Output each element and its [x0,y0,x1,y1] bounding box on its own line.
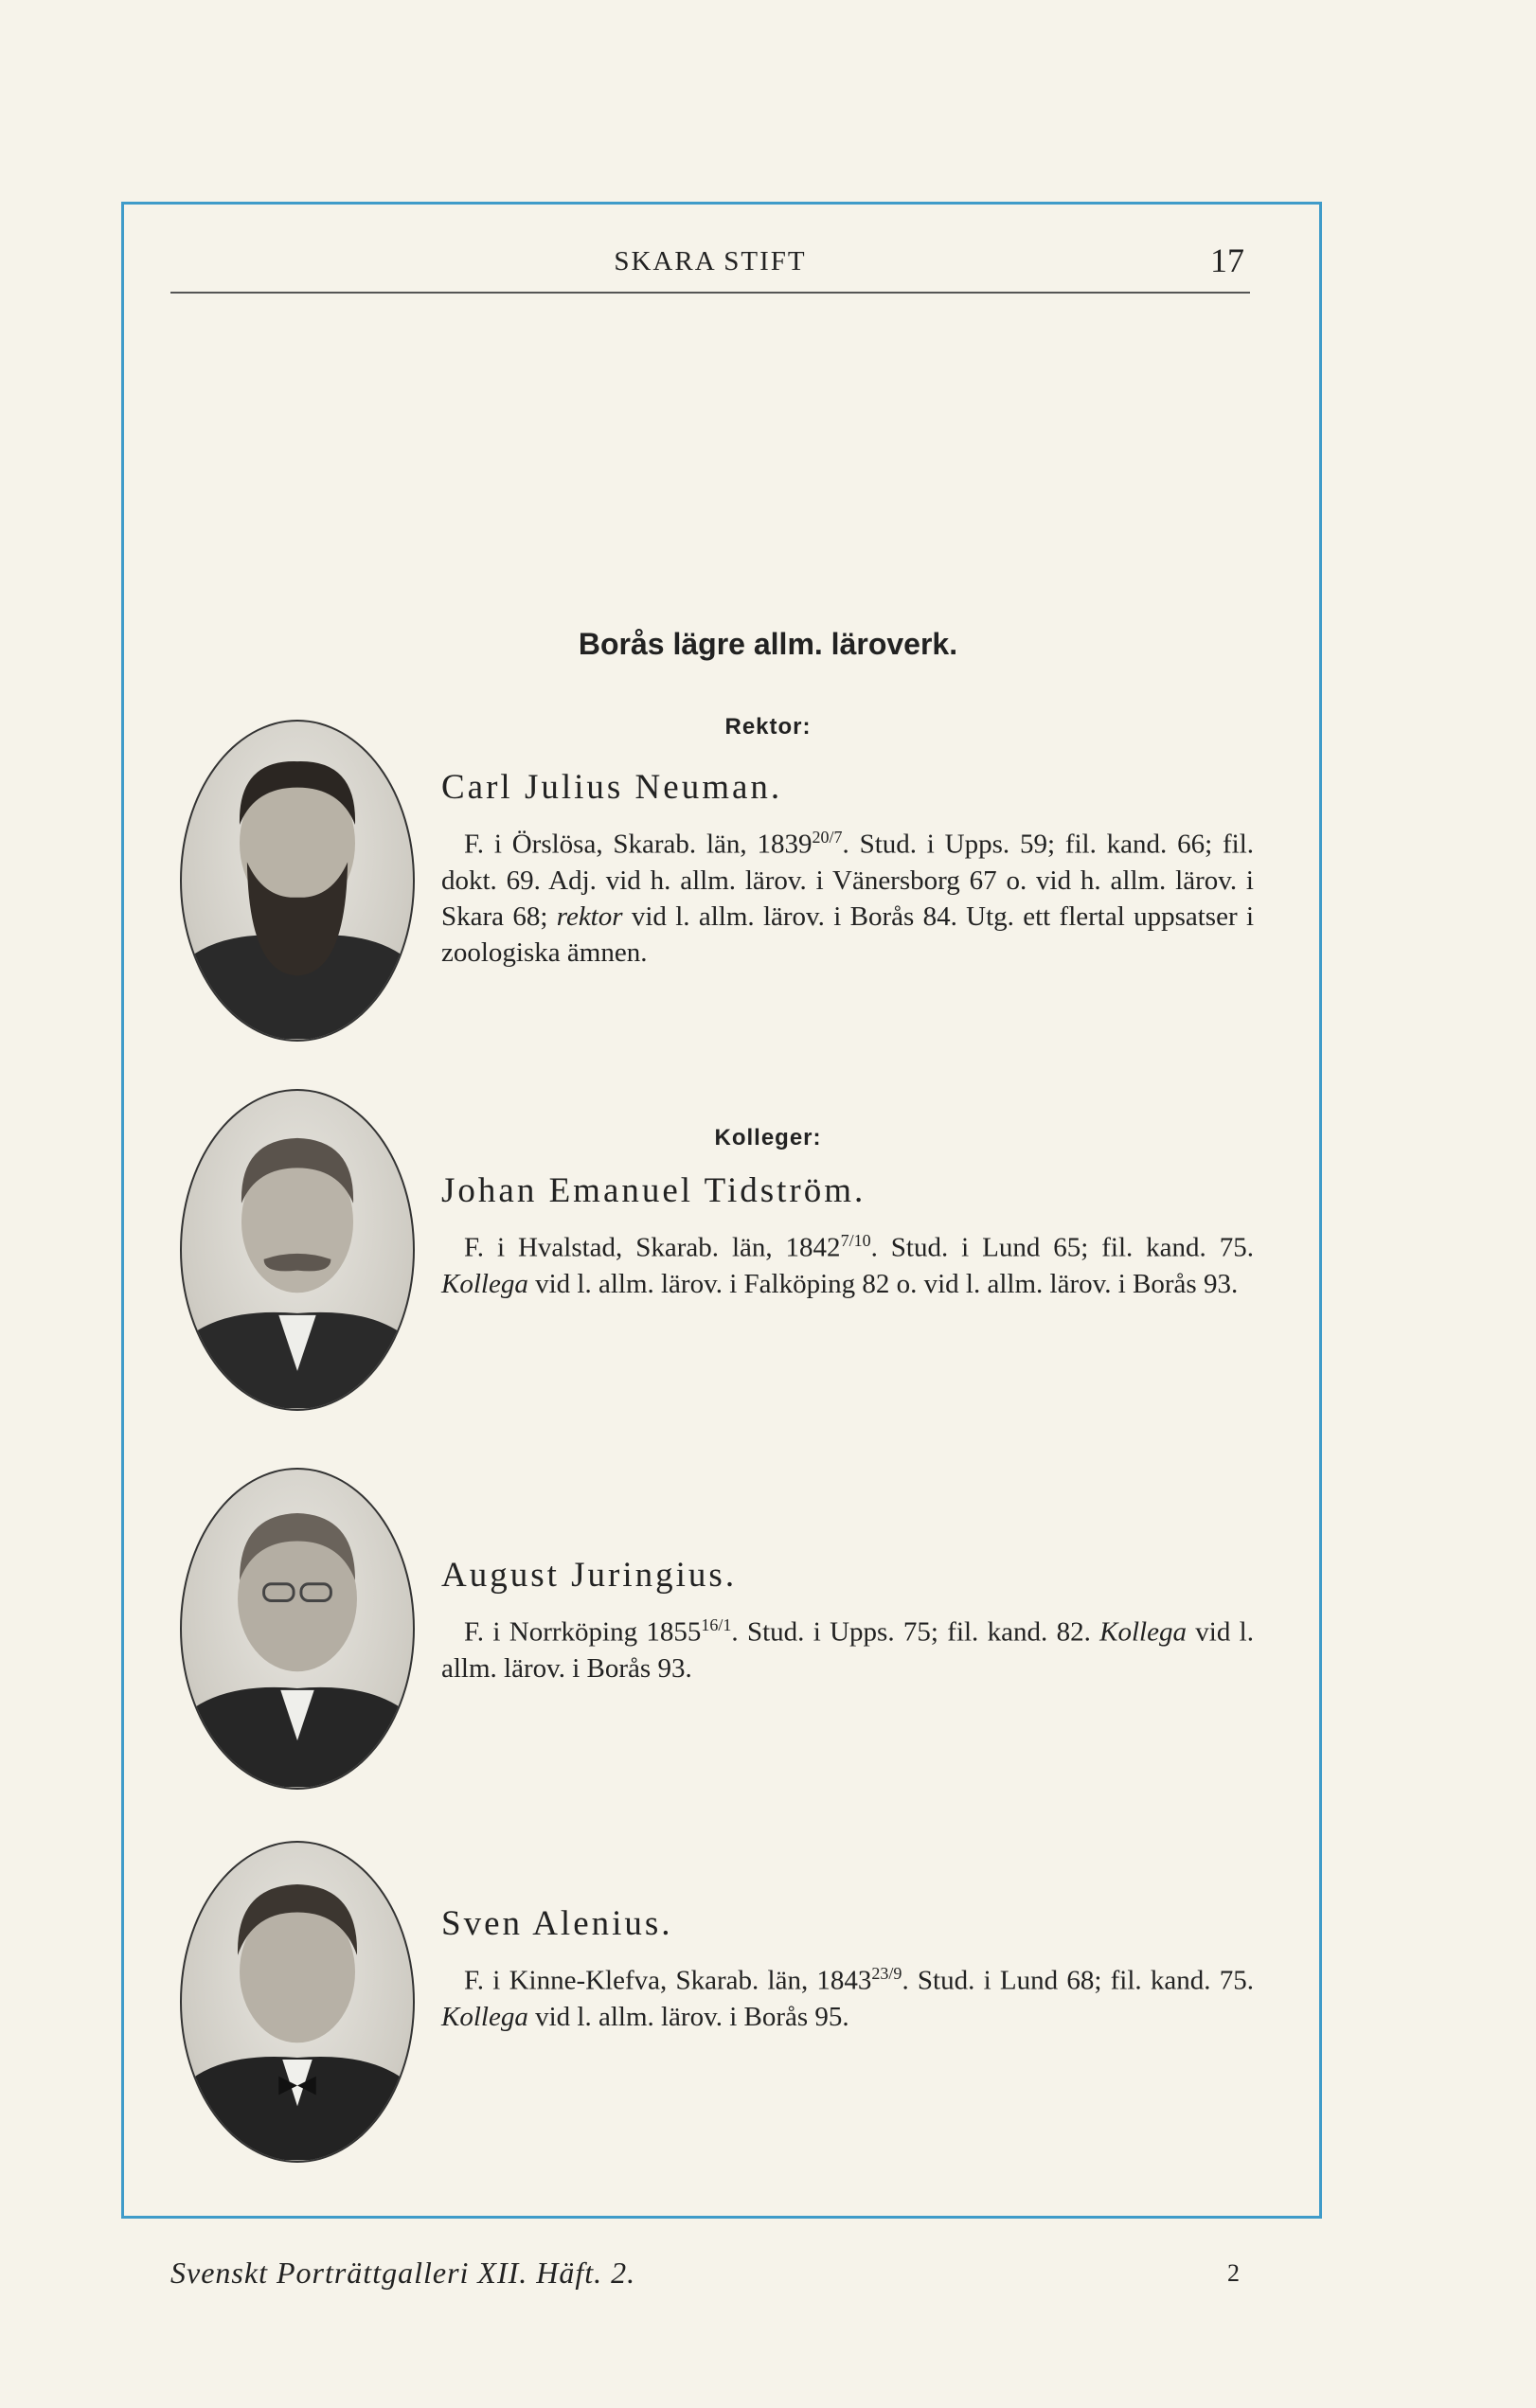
running-header [170,241,1250,294]
portrait-alenius [180,1841,415,2163]
bio-part: . Stud. i Upps. 75; fil. kand. 82. [731,1616,1100,1648]
footer-publication: Svenskt Porträttgalleri XII. Häft. 2. [170,2256,636,2290]
portrait-neuman [180,720,415,1042]
role-title: Kollega [441,2001,528,2032]
portrait-tidstrom [180,1089,415,1411]
portrait-juringius-image [182,1470,413,1788]
birth-date-fraction: 23/9 [871,1964,902,1983]
bio-part: vid l. allm. lärov. i Falköping 82 o. vid l. allm. lärov. i Borås 93. [527,1268,1239,1299]
person-name: Sven Alenius. [441,1904,673,1943]
entry-tidstrom [441,1170,1254,1302]
bio-part: . Stud. i Lund 65; fil. kand. 75. [870,1232,1254,1263]
kolleger-label: Kolleger: [714,1125,822,1150]
bio-part: vid l. allm. lärov. i Borås 84. Utg. ett flertal uppsatser i zoologiska ämnen. [441,901,1254,968]
rektor-label: Rektor: [724,714,812,740]
biography [441,819,1254,971]
person-name: Carl Julius Neuman. [441,768,783,807]
entry-alenius [441,1903,1254,2035]
bio-part: . Stud. i Upps. 59; fil. kand. 66; fil. dokt. 69. Adj. vid h. allm. lärov. i Vänersborg 67 o. vid h. allm. lärov. i Skara 68; [441,829,1254,932]
portrait-alenius-image [182,1843,413,2161]
bio-part: F. i Hvalstad, Skarab. län, 1842 [464,1232,841,1263]
birth-date-fraction: 7/10 [840,1231,871,1250]
portrait-juringius [180,1468,415,1790]
bio-part: vid l. allm. lärov. i Borås 95. [527,2001,849,2032]
bio-part: . Stud. i Lund 68; fil. kand. 75. [902,1965,1254,1996]
portrait-tidstrom-image [182,1091,413,1409]
role-title: Kollega [441,1268,528,1299]
bio-part: F. i Kinne-Klefva, Skarab. län, 1843 [464,1965,872,1996]
entry-neuman [441,767,1254,971]
person-name: Johan Emanuel Tidström. [441,1171,866,1210]
section-title: Borås lägre allm. läroverk. [578,627,958,661]
birth-date-fraction: 16/1 [701,1615,732,1634]
portrait-neuman-image [182,722,413,1040]
bio-part: F. i Norrköping 1855 [464,1616,702,1648]
entry-juringius [441,1555,1254,1686]
role-title: rektor [556,901,623,932]
biography [441,1607,1254,1686]
bio-part: vid l. allm. lärov. i Borås 93. [441,1616,1254,1684]
birth-date-fraction: 20/7 [812,828,843,847]
biography [441,1222,1254,1302]
page-number: 17 [1210,241,1244,279]
biography [441,1955,1254,2035]
person-name: August Juringius. [441,1556,738,1595]
running-title: SKARA STIFT [614,246,807,276]
role-title: Kollega [1099,1616,1187,1648]
bio-part: F. i Örslösa, Skarab. län, 1839 [464,829,813,860]
footer-signature: 2 [1227,2259,1240,2287]
